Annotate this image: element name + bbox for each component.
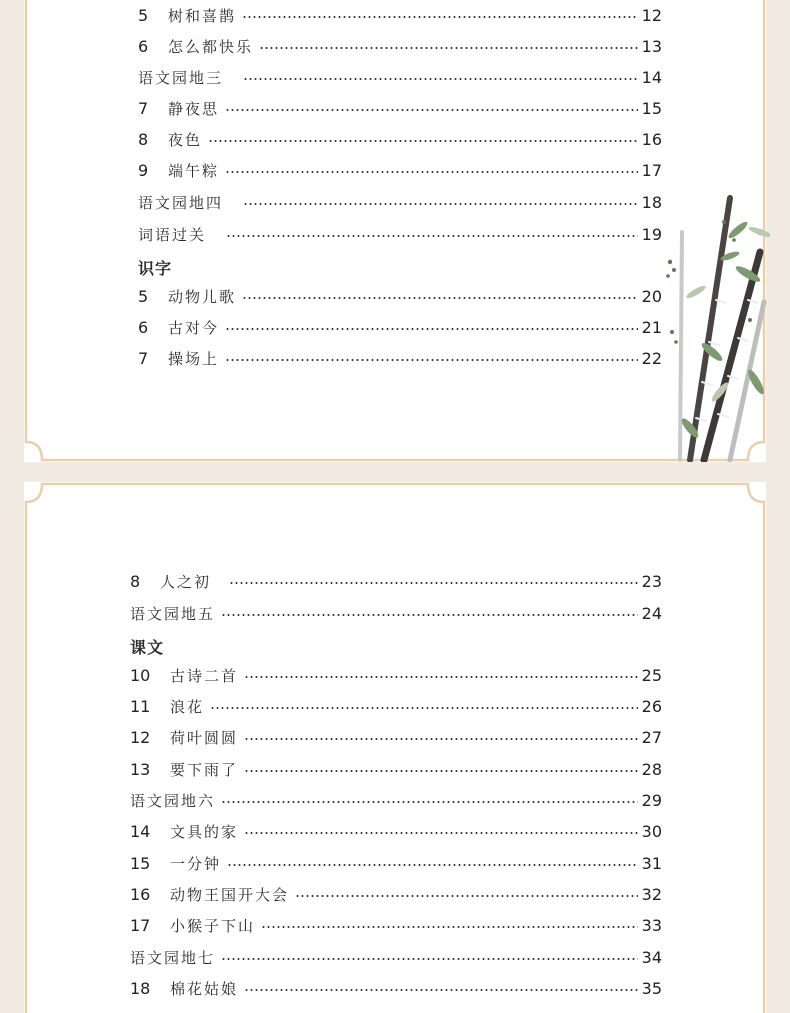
entry-page: 21	[641, 317, 662, 337]
dot-leader	[244, 989, 638, 991]
dot-leader	[261, 926, 638, 928]
entry-number: 6	[138, 317, 149, 337]
entry-page: 18	[641, 192, 662, 212]
entry-title: 树和喜鹊	[168, 6, 237, 25]
entry-page: 30	[641, 821, 662, 841]
entry-title: 棉花姑娘	[170, 979, 239, 998]
toc-entry[interactable]	[138, 156, 662, 184]
entry-page: 16	[641, 129, 662, 149]
toc-entry[interactable]	[138, 1, 662, 29]
section-heading: 课文	[130, 638, 165, 657]
entry-title: 词语过关	[138, 225, 207, 244]
entry-title: 小猴子下山	[170, 916, 256, 935]
toc-entry[interactable]	[138, 32, 662, 60]
dot-leader	[259, 47, 638, 49]
dot-leader	[242, 16, 638, 18]
toc-entry[interactable]	[130, 755, 662, 783]
entry-page: 17	[641, 160, 662, 180]
dot-leader	[221, 801, 638, 803]
dot-leader	[221, 958, 638, 960]
entry-title: 语文园地三	[138, 68, 224, 87]
entry-title: 操场上	[168, 349, 220, 368]
entry-number: 5	[138, 5, 149, 25]
entry-page: 32	[641, 884, 662, 904]
entry-page: 15	[641, 98, 662, 118]
entry-page: 27	[641, 727, 662, 747]
dot-leader	[295, 895, 638, 897]
entry-page: 31	[641, 853, 662, 873]
toc-entry[interactable]	[130, 817, 662, 845]
dot-leader	[226, 235, 638, 237]
entry-page: 29	[641, 790, 662, 810]
toc-entry[interactable]	[138, 94, 662, 122]
entry-title: 静夜思	[168, 99, 220, 118]
entry-page: 25	[641, 665, 662, 685]
dot-leader	[244, 770, 638, 772]
entry-page: 35	[641, 978, 662, 998]
dot-leader	[221, 614, 638, 616]
entry-number: 12	[130, 727, 151, 747]
entry-title: 怎么都快乐	[168, 37, 254, 56]
entry-title: 动物王国开大会	[170, 885, 290, 904]
dot-leader	[225, 328, 638, 330]
toc-entry[interactable]	[138, 63, 662, 91]
entry-title: 人之初	[160, 572, 212, 591]
entry-title: 文具的家	[170, 822, 239, 841]
entry-number: 7	[138, 98, 149, 118]
entry-page: 33	[641, 915, 662, 935]
entry-page: 24	[641, 603, 662, 623]
toc-entry[interactable]	[130, 786, 662, 814]
entry-number: 10	[130, 665, 151, 685]
entry-number: 15	[130, 853, 151, 873]
toc-entry[interactable]	[130, 849, 662, 877]
dot-leader	[244, 676, 638, 678]
dot-leader	[242, 297, 638, 299]
toc-entry[interactable]	[130, 567, 662, 595]
entry-number: 11	[130, 696, 151, 716]
toc-entry[interactable]	[130, 880, 662, 908]
entry-page: 14	[641, 67, 662, 87]
entry-page: 13	[641, 36, 662, 56]
toc-entry[interactable]	[130, 692, 662, 720]
entry-page: 26	[641, 696, 662, 716]
entry-title: 语文园地七	[130, 948, 216, 967]
entry-title: 语文园地四	[138, 193, 224, 212]
entry-number: 8	[138, 129, 149, 149]
dot-leader	[208, 140, 638, 142]
entry-title: 古诗二首	[170, 666, 239, 685]
toc-entry[interactable]	[138, 125, 662, 153]
entry-page: 23	[641, 571, 662, 591]
entry-number: 5	[138, 286, 149, 306]
entry-number: 14	[130, 821, 151, 841]
entry-number: 7	[138, 348, 149, 368]
entry-title: 语文园地六	[130, 791, 216, 810]
toc-entry[interactable]	[130, 943, 662, 971]
dot-leader	[243, 78, 638, 80]
entry-title: 夜色	[168, 130, 203, 149]
entry-title: 浪花	[170, 697, 205, 716]
toc-entry[interactable]	[138, 282, 662, 310]
dot-leader	[225, 171, 638, 173]
toc-entry[interactable]	[130, 974, 662, 1002]
entry-number: 17	[130, 915, 151, 935]
entry-title: 动物儿歌	[168, 287, 237, 306]
toc-entry[interactable]	[138, 313, 662, 341]
entry-number: 18	[130, 978, 151, 998]
dot-leader	[244, 832, 638, 834]
dot-leader	[229, 582, 638, 584]
entry-number: 6	[138, 36, 149, 56]
entry-page: 12	[641, 5, 662, 25]
dot-leader	[225, 359, 638, 361]
dot-leader	[244, 738, 638, 740]
entry-number: 16	[130, 884, 151, 904]
section-heading: 识字	[138, 259, 173, 278]
toc-entry[interactable]	[138, 344, 662, 372]
dot-leader	[243, 203, 638, 205]
entry-title: 一分钟	[170, 854, 222, 873]
entry-title: 古对今	[168, 318, 220, 337]
entry-number: 9	[138, 160, 149, 180]
bamboo-illustration	[660, 192, 770, 462]
entry-page: 28	[641, 759, 662, 779]
toc-entry[interactable]	[138, 188, 662, 216]
toc-entry[interactable]	[130, 723, 662, 751]
toc-entry[interactable]	[130, 661, 662, 689]
toc-entry[interactable]	[138, 220, 662, 248]
entry-title: 荷叶圆圆	[170, 728, 239, 747]
dot-leader	[225, 109, 638, 111]
toc-entry[interactable]	[130, 911, 662, 939]
entry-page: 34	[641, 947, 662, 967]
entry-number: 13	[130, 759, 151, 779]
entry-page: 22	[641, 348, 662, 368]
entry-page: 19	[641, 224, 662, 244]
entry-title: 端午粽	[168, 161, 220, 180]
entry-number: 8	[130, 571, 141, 591]
dot-leader	[210, 707, 638, 709]
toc-entry[interactable]	[130, 599, 662, 627]
entry-title: 要下雨了	[170, 760, 239, 779]
entry-title: 语文园地五	[130, 604, 216, 623]
dot-leader	[227, 864, 638, 866]
entry-page: 20	[641, 286, 662, 306]
